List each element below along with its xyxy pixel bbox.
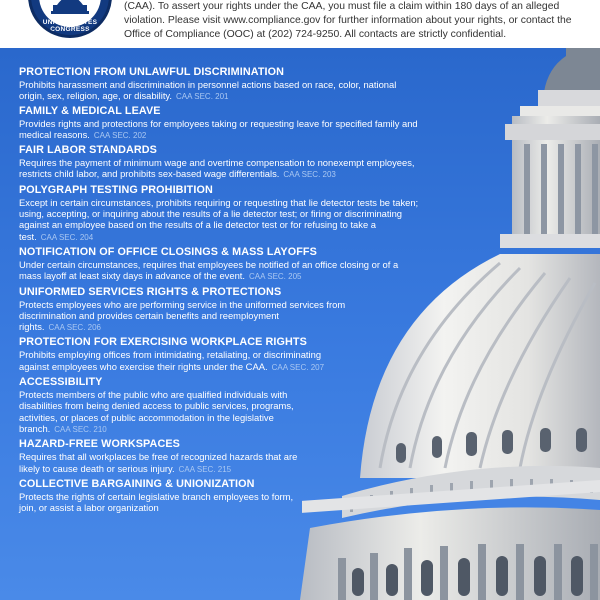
section-body: Protects employees who are performing service in the uniformed services from discrimination and provides certain benefits and reemployment rights. xyxy=(19,298,346,333)
section-ref: CAA SEC. 205 xyxy=(249,272,302,282)
header-notice-text: (CAA). To assert your rights under the CAA, you must file a claim within 180 days of an alleged violation. Please visit www.compliance.gov for further information about your rights, or contact the Office of Compliance (OOC) at (202) 724-9250. All contacts are strictly confidential. xyxy=(124,1,572,40)
section-body: Requires the payment of minimum wage and overtime compensation to nonexempt employees, restricts child labor, and prohibits sex-based wage differentials. xyxy=(19,157,415,180)
header xyxy=(0,0,600,48)
section-title: ACCESSIBILITY xyxy=(19,376,103,389)
section-title: FAIR LABOR STANDARDS xyxy=(19,144,157,157)
section-title: PROTECTION FROM UNLAWFUL DISCRIMINATION xyxy=(19,66,285,78)
section-accessibility xyxy=(19,376,319,435)
section-title: NOTIFICATION OF OFFICE CLOSINGS & MASS LAYOFFS xyxy=(19,245,317,258)
section-body: Except in certain circumstances, prohibits requiring or requesting that lie detector tests be taken; using, accepting, or inquiring about the results of a lie detector test; or firing or discriminating against an employee based on the results of a lie detector test or for refusing to take a test. xyxy=(19,196,419,242)
section-title: HAZARD-FREE WORKSPACES xyxy=(19,438,180,451)
section-fair-labor xyxy=(19,144,419,181)
section-ref: CAA SEC. 201 xyxy=(176,92,229,102)
section-polygraph xyxy=(19,184,419,243)
section-title: POLYGRAPH TESTING PROHIBITION xyxy=(19,183,213,196)
section-body: Prohibits harassment and discrimination in personnel actions based on race, color, national origin, sex, religion, age, or disability. xyxy=(19,79,397,102)
section-ref: CAA SEC. 206 xyxy=(48,323,102,333)
rights-list xyxy=(19,66,419,513)
section-body: Provides rights and protections for employees taking or requesting leave for specified family and medical reasons. xyxy=(19,117,418,140)
section-ref: CAA SEC. 215 xyxy=(178,464,232,474)
section-title: PROTECTION FOR EXERCISING WORKPLACE RIGHTS xyxy=(19,336,307,349)
section-ref: CAA SEC. 210 xyxy=(54,424,107,434)
section-ref: CAA SEC. 202 xyxy=(93,130,147,140)
section-ref: CAA SEC. 207 xyxy=(271,362,325,372)
section-family-leave xyxy=(19,105,419,142)
section-body: Protects the rights of certain legislative branch employees to form, join, or assist a labor organization xyxy=(19,490,294,514)
section-body: Requires that all workplaces be free of recognized hazards that are likely to cause death or serious injury. xyxy=(19,451,298,474)
section-body: Prohibits employing offices from intimidating, retaliating, or discriminating against employees who exercise their rights under the CAA. xyxy=(19,349,322,372)
seal-lettering: UNITED STATES CONGRESS xyxy=(42,19,98,33)
section-title: COLLECTIVE BARGAINING & UNIONIZATION xyxy=(19,477,255,490)
section-office-closings xyxy=(19,246,419,283)
section-ref: CAA SEC. 203 xyxy=(283,170,336,180)
section-discrimination xyxy=(19,66,419,103)
section-collective-bargaining xyxy=(19,478,309,514)
section-ref: CAA SEC. 204 xyxy=(40,232,94,242)
section-body: Protects members of the public who are qualified individuals with disabilities from being denied access to public services, programs, activities, or places of public accommodation in the legislative branch. xyxy=(19,389,294,434)
section-uniformed-services xyxy=(19,286,349,334)
section-title: FAMILY & MEDICAL LEAVE xyxy=(19,104,161,117)
rights-panel xyxy=(0,48,600,600)
section-body: Under certain circumstances, requires that employees be notified of an office closing or of a mass layoff at least sixty days in advance of the event. xyxy=(19,258,399,282)
section-workplace-rights xyxy=(19,336,339,373)
section-hazard-free xyxy=(19,438,319,475)
congress-seal xyxy=(28,0,112,38)
section-title: UNIFORMED SERVICES RIGHTS & PROTECTIONS xyxy=(19,285,282,298)
